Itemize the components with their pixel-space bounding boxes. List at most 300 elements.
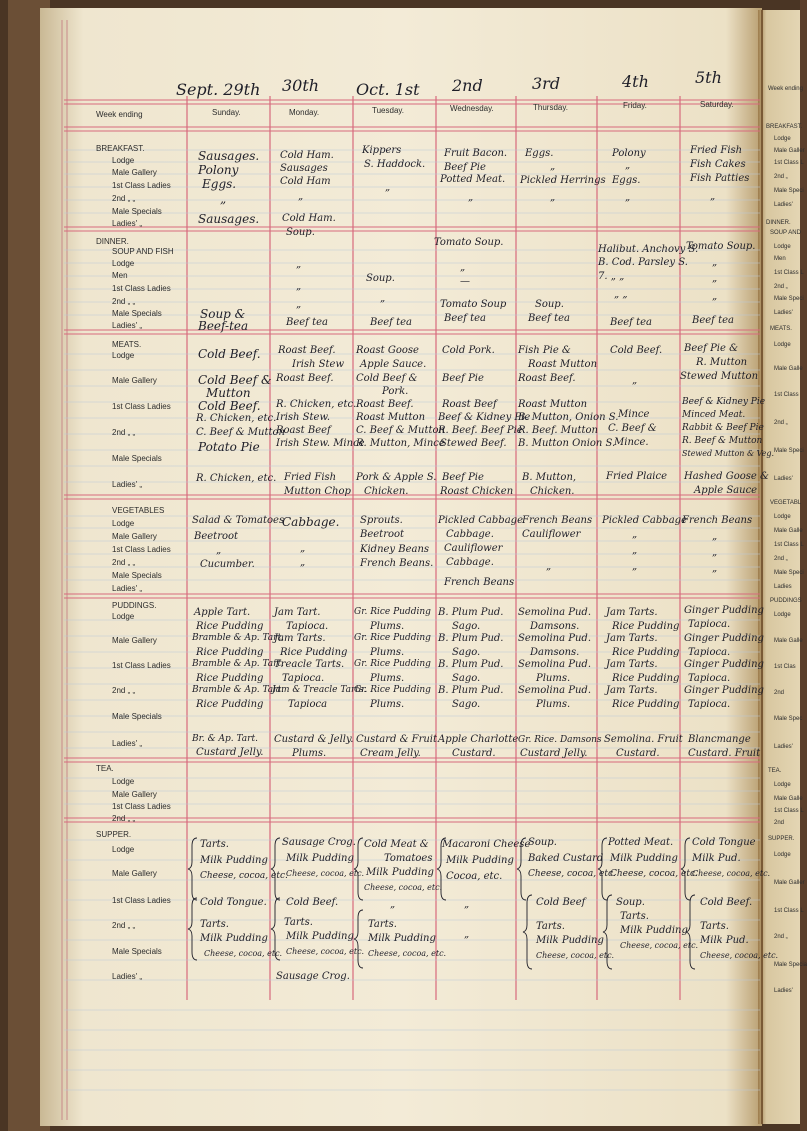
entry: „ [464,929,470,940]
entry: Rice Pudding [612,647,680,658]
entry: Baked Custard [528,853,604,864]
row-label: Ladies' „ [112,584,142,593]
entry: B. Cod. Parsley S. [598,257,688,268]
entry: Jam Tarts. [606,685,658,696]
entry: Plums. [292,748,327,759]
entry: Roast Mutton [518,399,588,410]
row-label: Lodge [112,519,135,528]
row-label: Male Gallery [112,790,157,799]
entry: Beef tea [692,315,734,326]
entry: French Beans [522,515,593,526]
entry: R. Beef. Beef Pie [438,425,523,436]
entry: Cold Meat & [364,839,429,850]
entry: Chicken. [530,486,575,497]
entry: Fried Fish [284,472,337,483]
entry: Roast Beef. [356,399,414,410]
row-label: 1st Class Ladies [112,802,171,811]
entry: Gr. Rice Pudding [354,685,431,695]
entry: Tarts. [620,911,649,922]
entry: R. Beef & Mutton [682,436,763,446]
entry: Tapioca. [688,699,731,710]
entry: B. Mutton Onion S. [518,438,616,449]
row-label: 1st Class Ladies [112,661,171,670]
entry: Mutton [206,386,251,400]
entry: Beef & Kidney Pie [682,397,766,407]
entry: R. Chicken, etc. [196,473,277,484]
section-tea: TEA. [96,764,114,773]
row-label: Ladies' „ [112,739,142,748]
row-label: 2nd „ „ [112,686,136,695]
entry: Soup. [616,897,645,908]
entry: B. Plum Pud. [438,685,504,696]
entry: Fruit Bacon. [444,148,508,159]
entry: Soup. [286,227,315,238]
entry: Cocoa, etc. [446,871,503,882]
entry: „ [712,257,718,268]
entry: Cheese, cocoa, etc. [692,869,771,878]
entry: Milk Pudding [446,855,514,866]
entry: Semolina Pud. [518,633,591,644]
entry: Roast Beef [276,425,331,436]
day-header: Friday. [623,101,647,110]
entry: Tapioca. [688,673,731,684]
entry: Jam Tarts. [606,607,658,618]
entry: Plums. [370,673,405,684]
day-header: Sunday. [212,108,241,117]
entry: „ [712,563,718,574]
entry: Cabbage. [446,557,494,568]
entry: Beef tea [370,317,412,328]
row-label: 1st Class Ladies [112,402,171,411]
entry: Cold Tongue [692,837,756,848]
entry: Bramble & Ap. Tart. [192,685,284,695]
entry: „ [385,182,391,193]
row-label: 2nd „ „ [112,921,136,930]
entry: B. Plum Pud. [438,607,504,618]
entry: Tarts. [536,921,565,932]
date-wednesday: 2nd [452,76,483,95]
entry: C. Beef & Mutton [196,427,285,438]
entry: Roast Beef. [518,373,576,384]
entry: Cold Beef [536,897,586,908]
entry: Rice Pudding [612,621,680,632]
week-ending-label: Week ending [96,110,143,119]
entry: Milk Pudding [200,933,268,944]
entry: Plums. [370,647,405,658]
entry: Pickled Cabbage [602,515,687,526]
entry: Kidney Beans [360,544,430,555]
entry: Kippers [362,145,402,156]
row-label: Lodge [112,777,135,786]
entry: Cheese, cocoa, etc. [286,947,365,956]
entry: R. Beef. Mutton [518,425,598,436]
date-thursday: 3rd [532,74,561,93]
entry: Soup. [366,273,395,284]
entry: Damsons. [530,647,580,658]
entry: Sausage Crog. [282,837,356,848]
entry: Soup & [200,307,246,321]
row-label: 2nd „ „ [112,558,136,567]
row-label: Male Specials [112,571,162,580]
entry: Roast Beef [442,399,497,410]
date-friday: 4th [622,72,649,91]
entry: Cold Pork. [442,345,495,356]
entry: Cheese, cocoa, etc. [620,941,699,950]
entry: B. Plum Pud. [438,633,504,644]
entry: Polony [198,163,239,177]
entry: Custard & Fruit [356,734,438,745]
section-meats: MEATS. [112,340,142,349]
day-header: Wednesday. [450,104,494,113]
entry: „ [625,160,631,171]
entry: Gr. Rice Pudding [354,633,431,643]
entry: Rabbit & Beef Pie [682,423,764,433]
entry: Eggs. [612,175,641,186]
entry: R. Chicken, etc. [196,413,277,424]
row-label: Lodge [112,612,135,621]
day-header: Monday. [289,108,320,117]
row-label: 2nd „ „ [112,814,136,823]
entry: Apple Charlotte [438,734,519,745]
entry: „ [712,547,718,558]
entry: Beef Pie & [684,343,738,354]
entry: Fried Plaice [606,471,668,482]
entry: „ [216,545,222,556]
entry: Potato Pie [198,440,260,454]
entry: Cold Beef. [700,897,753,908]
entry: Custard Jelly. [520,748,588,759]
entry: Semolina Pud. [518,607,591,618]
entry: Potted Meat. [608,837,674,848]
entry: Fish Pie & [518,345,571,356]
date-sunday: Sept. 29th [176,80,261,99]
entry: Cream Jelly. [360,748,421,759]
entry: Ginger Pudding [684,659,764,670]
entry: Tomato Soup. [434,237,504,248]
row-label: Ladies' „ [112,219,142,228]
row-label: 1st Class Ladies [112,181,171,190]
entry: Milk Pudding [368,933,436,944]
entry: „ [712,531,718,542]
entry: Fish Patties [690,173,750,184]
entry: Rice Pudding [196,647,264,658]
entry: Cold Beef. [198,347,261,361]
entry: „ [712,291,718,302]
entry: Fried Fish [690,145,743,156]
entry: Milk Pudding [610,853,678,864]
entry: Sago. [452,647,481,658]
entry: Cheese, cocoa, etc. [528,869,616,879]
entry: Beef tea [528,313,570,324]
entry: „ [380,293,386,304]
entry: Mince. [614,437,649,448]
entry: „ [460,262,466,273]
entry: Stewed Beef. [440,438,507,449]
entry: Tapioca [288,699,328,710]
entry: Pickled Herrings [520,175,606,186]
entry: Beef Pie [442,373,484,384]
entry: Bramble & Ap. Tart. [192,633,284,643]
entry: Roast Mutton [528,359,598,370]
row-label: 1st Class Ladies [112,284,171,293]
entry: Rice Pudding [196,621,264,632]
entry: Jam Tarts. [606,659,658,670]
entry: Eggs. [202,177,237,191]
entry: Damsons. [530,621,580,632]
entry: Rice Pudding [280,647,348,658]
entry: Custard & Jelly. [274,734,354,745]
entry: „ [632,529,638,540]
entry: Custard. [616,748,660,759]
entry: Cold Beef & [356,373,418,384]
entry: Cold Beef & [198,373,272,387]
entry: „ [220,192,227,206]
row-label: Men [112,271,128,280]
entry: Sago. [452,621,481,632]
entry: Sausages [280,163,328,174]
entry: Semolina Pud. [518,659,591,670]
entry: Beef tea [286,317,328,328]
entry: „ [550,192,556,203]
entry: C. Beef & [608,423,657,434]
entry: Roast Beef. [276,373,334,384]
entry: Cheese, cocoa, etc. [286,869,365,878]
entry: Sausages. [198,212,260,226]
entry: Milk Pud. [700,935,749,946]
row-label: 1st Class Ladies [112,896,171,905]
entry: Cold Ham [280,176,331,187]
row-label: Ladies' „ [112,321,142,330]
entry: „ [632,545,638,556]
entry: Rice Pudding [196,699,264,710]
entry: „ [298,191,304,202]
section-soup-fish: SOUP AND FISH [112,247,174,256]
entry: „ [632,375,638,386]
entry: Milk Pud. [692,853,741,864]
entry: Tapioca. [282,673,325,684]
entry: Cheese, cocoa, etc. [200,871,288,881]
entry: Polony [612,148,646,159]
entry: „ [390,899,396,910]
entry: Cauliflower [444,543,503,554]
row-label: Lodge [112,259,135,268]
row-label: Male Specials [112,309,162,318]
entry: „ [632,561,638,572]
section-vegetables: VEGETABLES [112,506,165,515]
entry: Tarts. [200,919,229,930]
section-dinner: DINNER. [96,237,129,246]
entry: Pork. [382,386,409,397]
row-label: Lodge [112,156,135,165]
entry: Beef Pie [444,162,486,173]
entry: Br. & Ap. Tart. [192,734,258,744]
entry: Beef tea [610,317,652,328]
entry: Beef-tea [198,319,249,333]
entry: Semolina. Fruit [604,734,683,745]
entry: Cold Ham. [280,150,334,161]
row-label: Male Gallery [112,636,157,645]
entry: Eggs. [525,148,554,159]
entry: Cucumber. [200,559,255,570]
date-tuesday: Oct. 1st [356,80,420,99]
entry: R. Mutton [696,357,748,368]
entry: Roast Mutton [356,412,426,423]
row-label: 1st Class Ladies [112,545,171,554]
row-label: Male Specials [112,712,162,721]
entry: „ [296,299,302,310]
section-breakfast: BREAKFAST. [96,144,145,153]
entry: C. Beef & Mutton [356,425,445,436]
entry: „ [300,543,306,554]
entry: Beef Pie [442,472,484,483]
date-monday: 30th [282,76,320,95]
row-label: Male Specials [112,207,162,216]
entry: „ [710,191,716,202]
entry: Jam & Treacle Tarts. [272,685,367,695]
entry: Tarts. [700,921,729,932]
entry: Cauliflower [522,529,581,540]
entry: Sago. [452,699,481,710]
row-label: Male Gallery [112,532,157,541]
entry: Cold Beef. [610,345,663,356]
entry: R. Mutton, Mince [356,438,445,449]
day-header: Saturday. [700,100,734,109]
entry: Plums. [370,699,405,710]
entry: Beef & Kidney Pie [438,412,531,423]
entry: Apple Sauce. [360,359,427,370]
entry: Cabbage. [282,515,340,529]
entry: „ „ [614,289,628,300]
section-puddings: PUDDINGS. [112,601,157,610]
entry: Sago. [452,673,481,684]
entry: Hashed Goose & [684,471,769,482]
entry: Tarts. [284,917,313,928]
entry: B. Mutton, Onion S. [518,412,619,423]
entry: Tapioca. [688,647,731,658]
row-label: 2nd „ „ [112,428,136,437]
entry: Milk Pudding [366,867,434,878]
entry: Mutton Chop [284,486,351,497]
row-label: Lodge [112,351,135,360]
entry: Irish Stew. Mince [276,438,365,449]
entry: Mince [618,409,650,420]
date-saturday: 5th [695,68,722,87]
entry: Milk Pudding [620,925,688,936]
entry: Tarts. [200,839,229,850]
entry: Rice Pudding [612,673,680,684]
entry: „ [625,192,631,203]
row-label: Ladies' „ [112,972,142,981]
entry: Ginger Pudding [684,685,764,696]
entry: Roast Beef. [278,345,336,356]
entry: Semolina Pud. [518,685,591,696]
entry: „ [468,192,474,203]
entry: Plums. [370,621,405,632]
row-label: Male Gallery [112,168,157,177]
entry: Macaroni Cheese [442,839,531,850]
entry: Fish Cakes [690,159,746,170]
entry: Ginger Pudding [684,605,764,616]
day-header: Thursday. [533,103,568,112]
row-label: Male Gallery [112,376,157,385]
entry: Irish Stew [292,359,345,370]
entry: Cheese, cocoa, etc. [610,869,698,879]
entry: Pork & Apple S. [356,472,437,483]
entry: Ginger Pudding [684,633,764,644]
entry: Milk Pudding [536,935,604,946]
entry: „ [712,273,718,284]
entry: Cheese, cocoa, etc. [204,949,283,958]
entry: Cold Ham. [282,213,336,224]
entry: Salad & Tomatoes [192,515,285,526]
row-label: 2nd „ „ [112,297,136,306]
entry: Cabbage. [446,529,494,540]
row-label: Male Specials [112,947,162,956]
entry: B. Mutton, [522,472,577,483]
entry: „ [546,561,552,572]
entry: Halibut. Anchovy S. [598,244,699,255]
entry: Rice Pudding [196,673,264,684]
entry: Sausage Crog. [276,971,350,982]
entry: Tomato Soup [440,299,507,310]
entry: Gr. Rice Pudding [354,607,431,617]
entry: Beetroot [194,531,239,542]
entry: Irish Stew. [276,412,331,423]
entry: Rice Pudding [612,699,680,710]
entry: Custard. [452,748,496,759]
entry: Roast Goose [356,345,419,356]
entry: Milk Pudding [200,855,268,866]
entry: Roast Chicken [440,486,514,497]
entry: „ [550,161,556,172]
entry: Sausages. [198,149,260,163]
entry: Cheese, cocoa, etc. [700,951,779,960]
section-supper: SUPPER. [96,830,132,839]
entry: French Beans. [360,558,434,569]
entry: Tapioca. [688,619,731,630]
entry: Jam Tart. [274,607,321,618]
entry: Cheese, cocoa, etc. [368,949,447,958]
entry: Cold Beef. [198,399,261,413]
entry: Minced Meat. [682,410,746,420]
entry: Bramble & Ap. Tart. [192,659,284,669]
entry: Custard Jelly. [196,747,264,758]
entry: Apple Tart. [194,607,251,618]
entry: „ [296,259,302,270]
entry: Stewed Mutton & Veg. [682,449,775,458]
entry: Tomatoes [384,853,433,864]
row-label: Lodge [112,845,135,854]
entry: Milk Pudding [286,853,354,864]
entry: Cold Beef. [286,897,339,908]
entry: Soup. [528,837,557,848]
entry: Blancmange [688,734,751,745]
entry: B. Plum Pud. [438,659,504,670]
entry: Sprouts. [360,515,403,526]
entry: Treacle Tarts. [274,659,345,670]
entry: Plums. [536,699,571,710]
entry: Jam Tarts. [606,633,658,644]
row-label: Male Specials [112,454,162,463]
entry: Chicken. [364,486,409,497]
entry: Beef tea [444,313,486,324]
entry: Pickled Cabbage [438,515,523,526]
entry: „ [296,281,302,292]
entry: Jam Tarts. [274,633,326,644]
entry: S. Haddock. [364,159,426,170]
entry: Tapioca. [286,621,329,632]
entry: Apple Sauce [694,485,758,496]
